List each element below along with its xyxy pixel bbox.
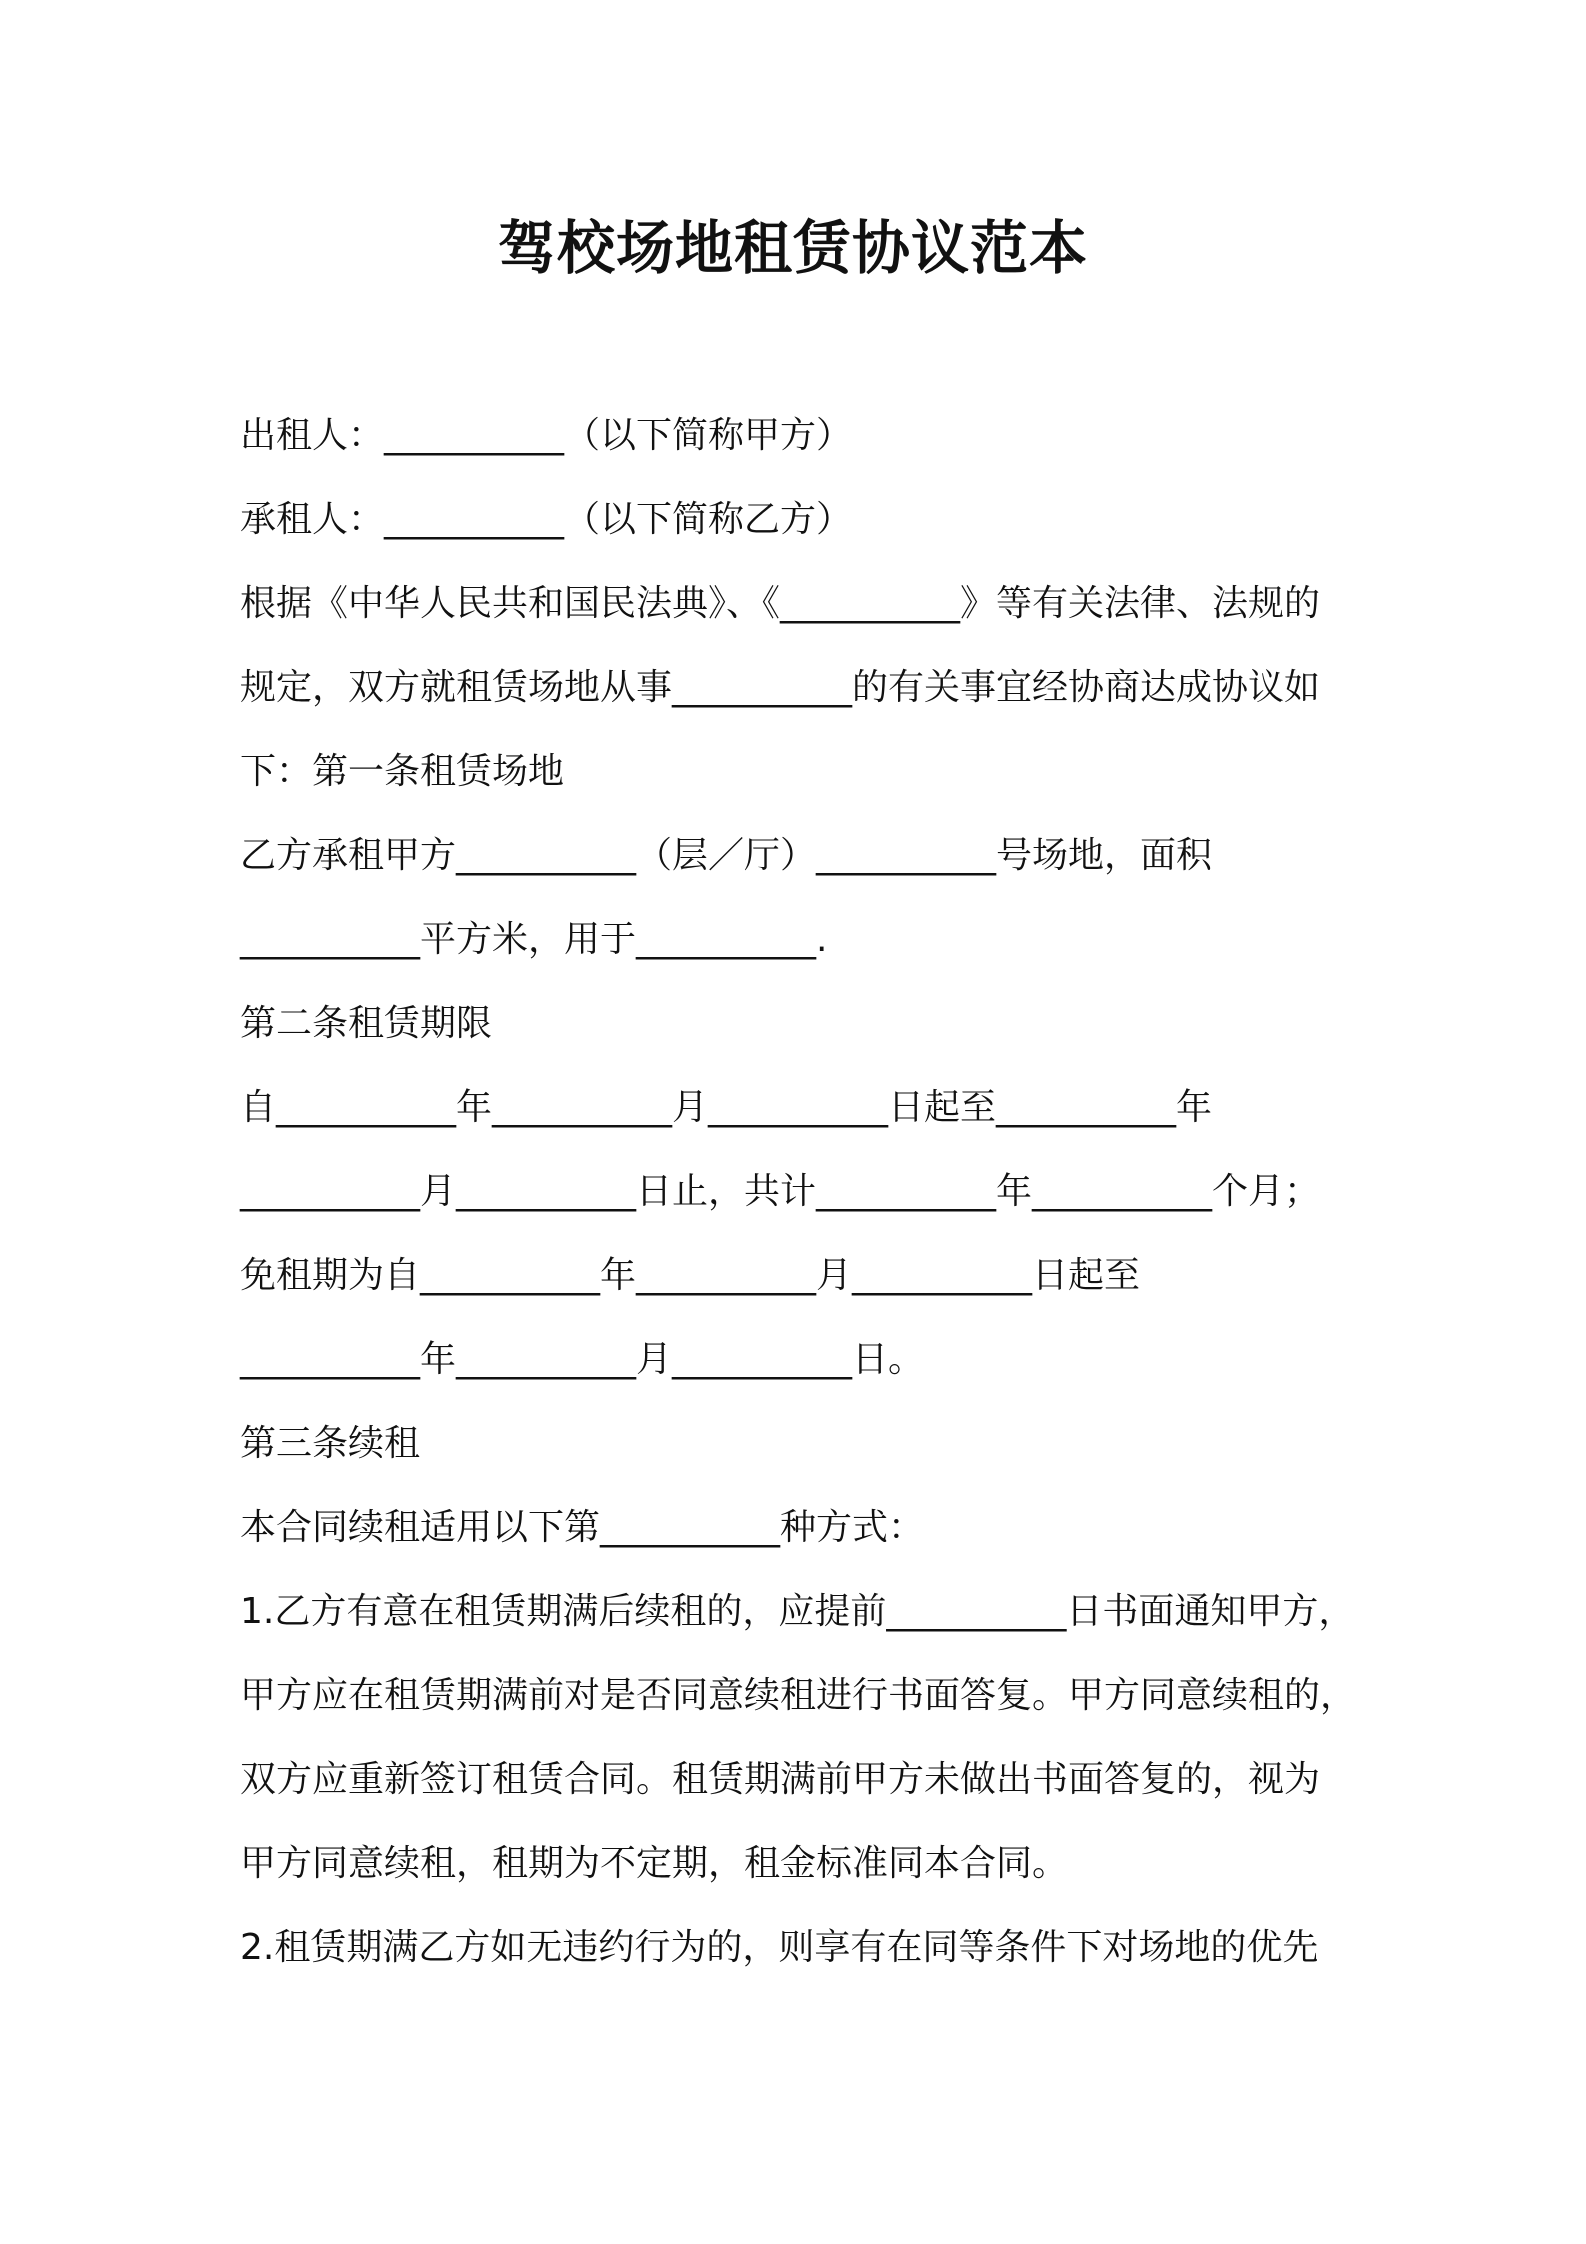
text-line-lessor: 出租人：__________（以下简称甲方）: [240, 415, 853, 456]
text-line-article-3-b: 1.乙方有意在租赁期满后续租的，应提前__________日书面通知甲方，: [240, 1591, 1355, 1632]
text-line-lessee: 承租人：__________（以下简称乙方）: [240, 499, 853, 540]
text-line-article-2-heading: 第二条租赁期限: [240, 1003, 493, 1044]
text-line-article-3-c: 甲方应在租赁期满前对是否同意续租进行书面答复。甲方同意续租的，: [240, 1675, 1357, 1716]
text-line-article-3-e: 甲方同意续租，租期为不定期，租金标准同本合同。: [240, 1843, 1069, 1884]
document-title: 驾校场地租赁协议范本: [497, 214, 1088, 282]
text-line-article-2-c: 免租期为自__________年__________月__________日起至: [240, 1255, 1141, 1296]
text-line-article-3-a: 本合同续租适用以下第__________种方式：: [240, 1507, 925, 1548]
text-line-article-3-f: 2.租赁期满乙方如无违约行为的，则享有在同等条件下对场地的优先: [240, 1927, 1319, 1968]
text-line-article-3-heading: 第三条续租: [240, 1423, 421, 1464]
text-line-article-1-heading: 下：第一条租赁场地: [240, 751, 565, 792]
text-line-basis-1: 根据《中华人民共和国民法典》、《__________》等有关法律、法规的: [240, 583, 1321, 624]
text-line-article-2-d: __________年__________月__________日。: [240, 1339, 924, 1380]
text-line-basis-2: 规定，双方就租赁场地从事__________的有关事宜经协商达成协议如: [240, 667, 1321, 708]
text-line-article-1-b: __________平方米，用于__________.: [240, 919, 828, 960]
text-line-article-2-a: 自__________年__________月__________日起至__________年: [240, 1087, 1213, 1128]
text-line-article-2-b: __________月__________日止，共计__________年__________个月；: [240, 1171, 1321, 1212]
text-line-article-1-a: 乙方承租甲方__________（层／厅）__________号场地，面积: [240, 835, 1213, 876]
text-line-article-3-d: 双方应重新签订租赁合同。租赁期满前甲方未做出书面答复的，视为: [240, 1759, 1321, 1800]
